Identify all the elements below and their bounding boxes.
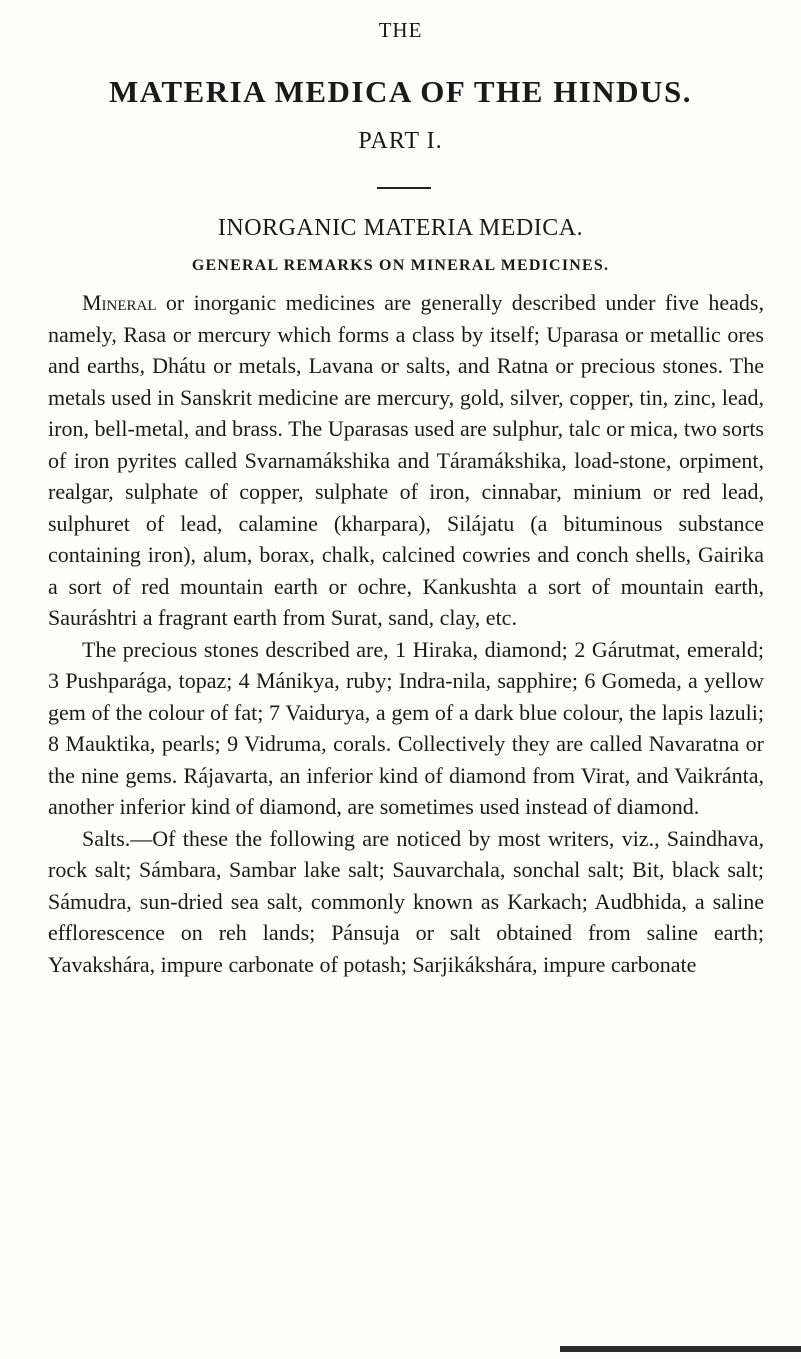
paragraph-lead: Mineral <box>82 290 157 315</box>
section-heading: INORGANIC MATERIA MEDICA. <box>217 215 584 241</box>
book-title: MATERIA MEDICA OF THE HINDUS. <box>109 74 692 109</box>
body-text <box>48 287 764 980</box>
part-heading: PART I. <box>358 128 443 154</box>
paragraph-mineral <box>48 287 764 634</box>
paragraph-text: or inorganic medicines are generally described under five heads, namely, Rasa or mercury which forms a class by itself; Uparasa or metallic ores and earths, Dhátu or metals, Lavana or salts, and Ratna or precious stones. The metals used in Sanskrit medicine are mercury, gold, silver, copper, tin, zinc, lead, iron, bell-metal, and brass. The Uparasas used are sulphur, talc or mica, two sorts of iron pyrites called Svarnamákshika and Táramákshika, load-stone, orpiment, realgar, sulphate of copper, sulphate of iron, cinnabar, minium or red lead, sulphuret of lead, calamine (kharpara), Silájatu (a bituminous substance containing iron), alum, borax, chalk, calcined cowries and conch shells, Gairika a sort of red mountain earth or ochre, Kankushta a sort of mountain earth, Sauráshtri a fragrant earth from Surat, sand, clay, etc. <box>48 290 764 630</box>
subsection-heading: GENERAL REMARKS ON MINERAL MEDICINES. <box>191 257 610 274</box>
paragraph-text: Salts.—Of these the following are noticed by most writers, viz., Saindhava, rock salt; Sámbara, Sambar lake salt; Sauvarchala, sonchal salt; Bit, black salt; Sámudra, sun-dried sea salt, commonly known as Karkach; Audbhida, a saline efflorescence on reh lands; Pánsuja or salt obtained from saline earth; Yavakshára, impure carbonate of potash; Sarjikákshára, impure carbonate <box>48 825 764 977</box>
heading-the: THE <box>378 18 423 42</box>
page-edge-bar <box>560 1346 801 1352</box>
paragraph-precious-stones <box>48 634 764 823</box>
paragraph-salts <box>48 823 764 981</box>
divider-rule <box>377 187 431 189</box>
paragraph-text: The precious stones described are, 1 Hiraka, diamond; 2 Gárutmat, emerald; 3 Pushparága, topaz; 4 Mánikya, ruby; Indra-nila, sapphire; 6 Gomeda, a yellow gem of the colour of fat; 7 Vaidurya, a gem of a dark blue colour, the lapis lazuli; 8 Mauktika, pearls; 9 Vidruma, corals. Collectively they are called Navaratna or the nine gems. Rájavarta, an inferior kind of diamond from Virat, and Vaikránta, another inferior kind of diamond, are sometimes used instead of diamond. <box>48 636 764 819</box>
